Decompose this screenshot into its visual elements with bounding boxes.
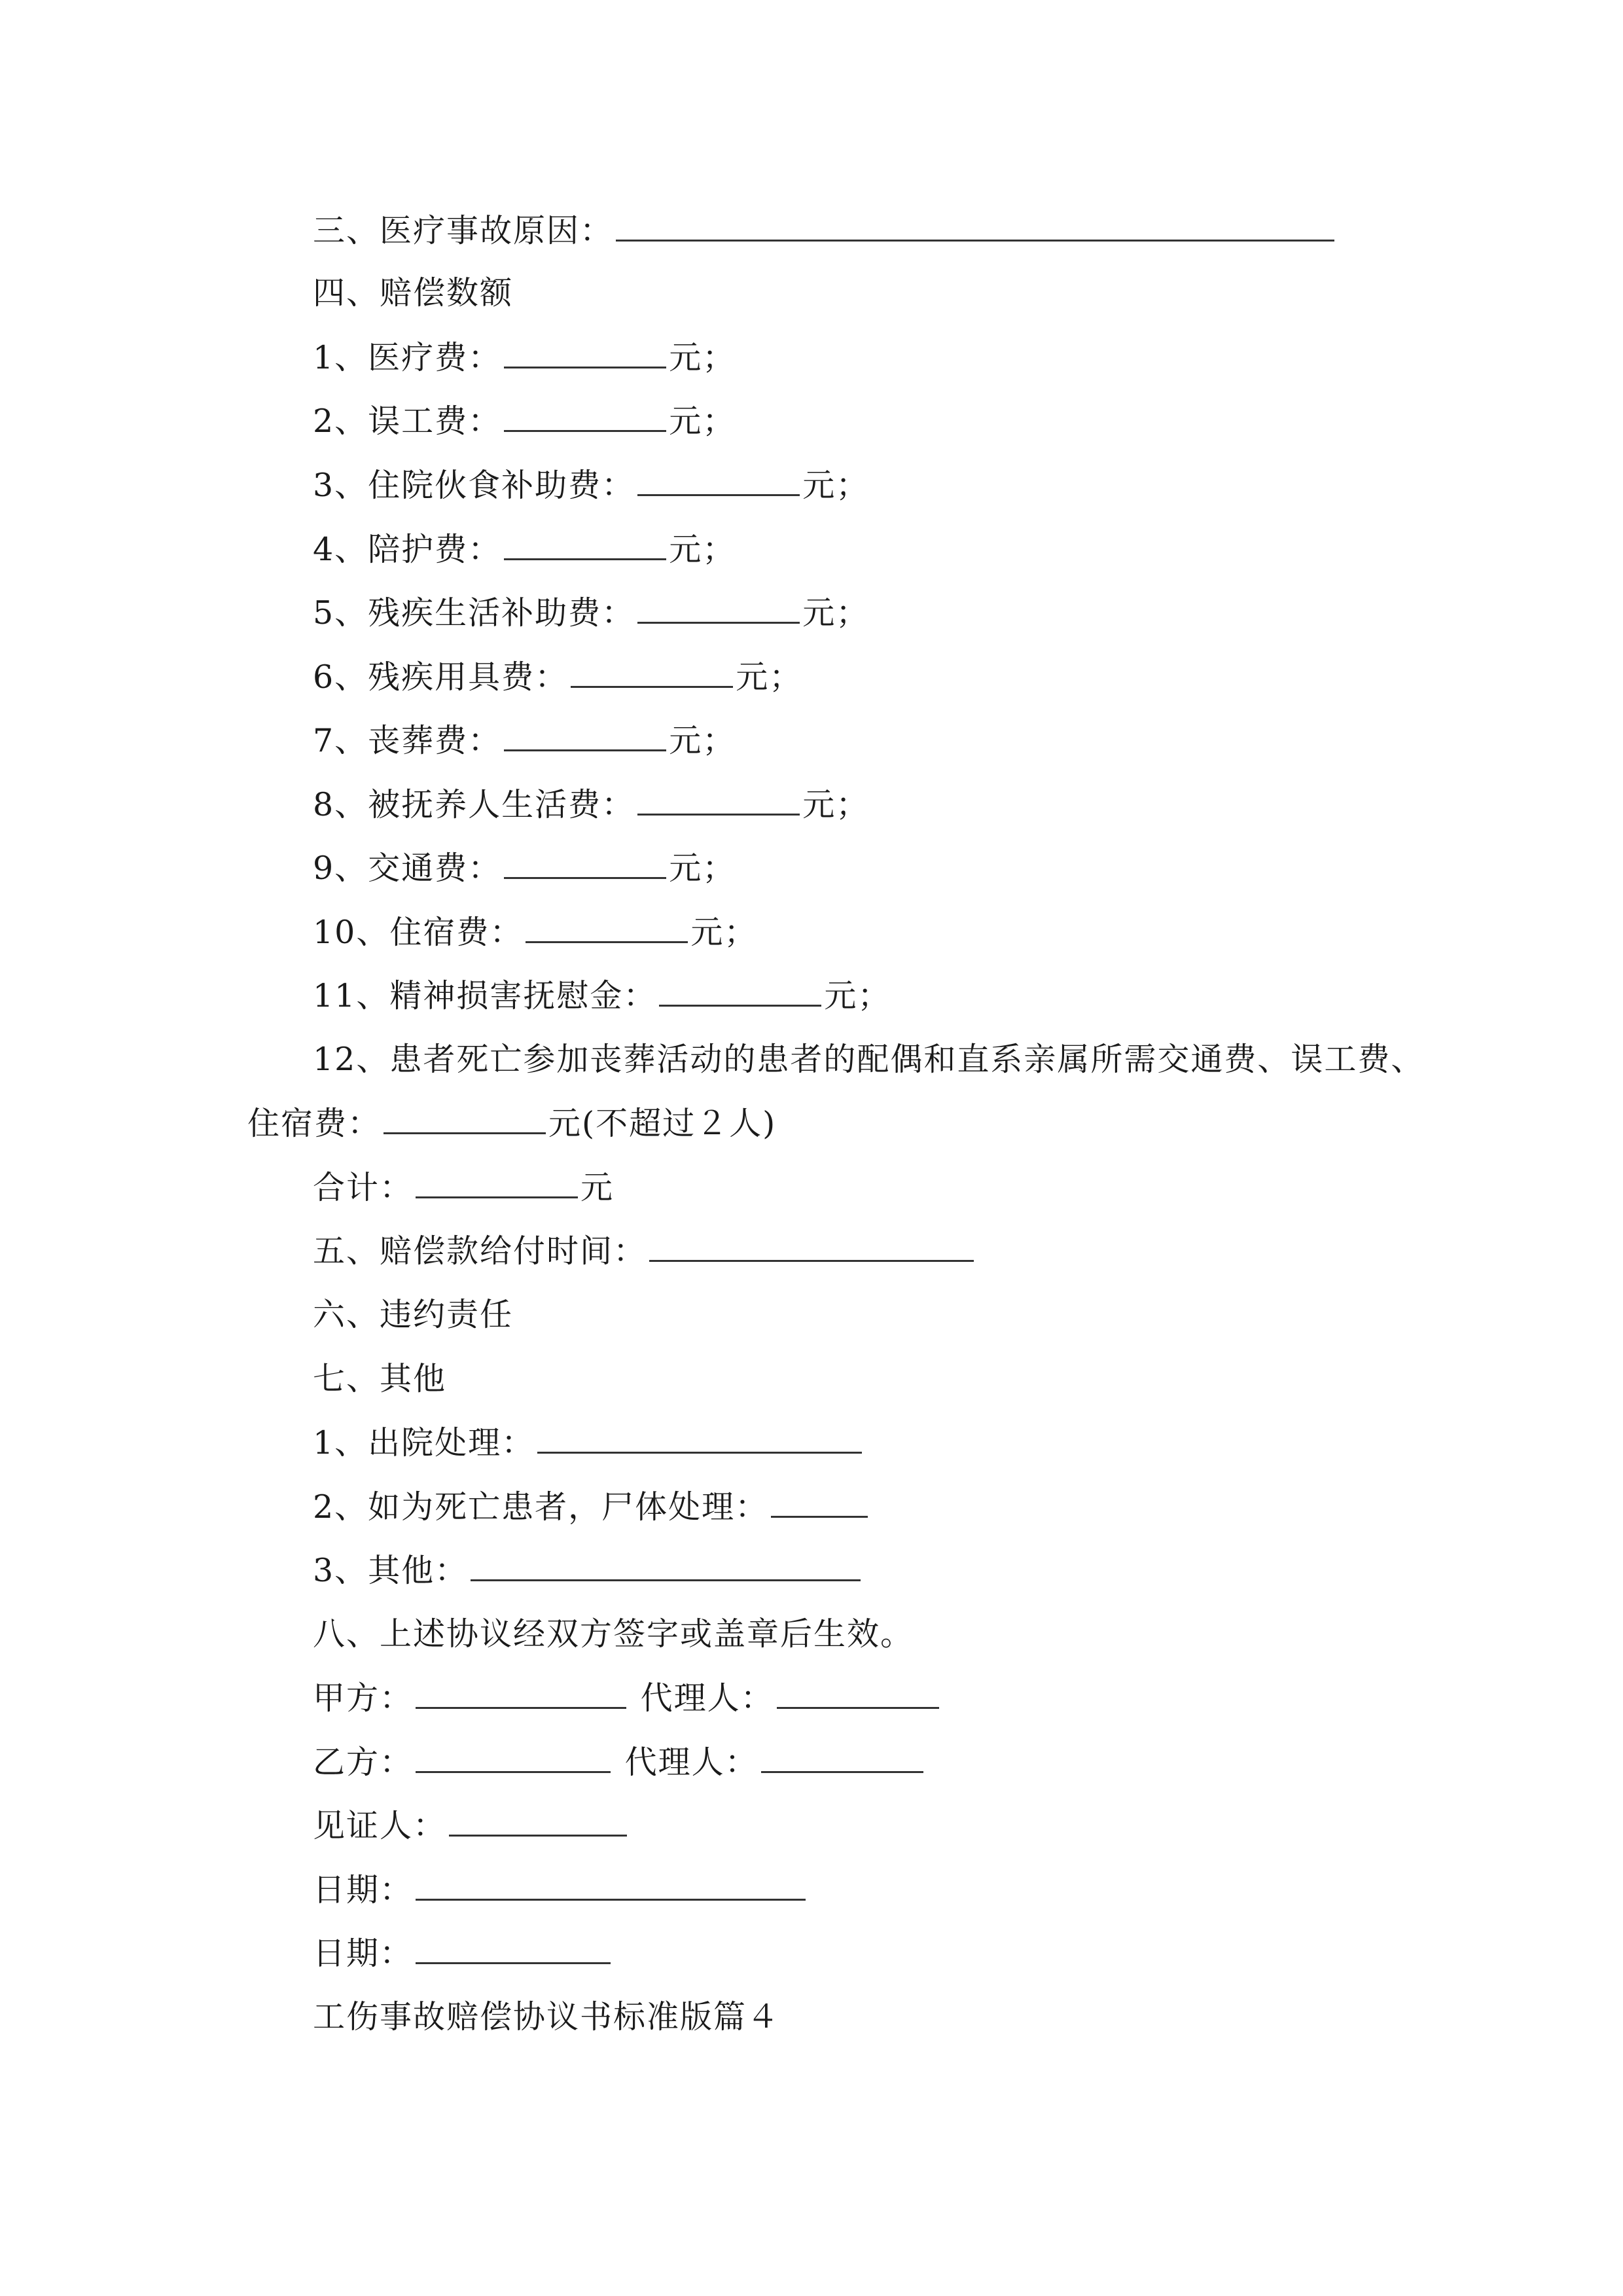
item-funeral-relatives-expenses xyxy=(313,1040,1424,1079)
fill-in-blank[interactable] xyxy=(616,211,1334,242)
line-suffix: 元(不超过２人) xyxy=(548,1105,777,1142)
line-label: 六、违约责任 xyxy=(313,1296,514,1333)
line-suffix: 元； xyxy=(802,594,870,632)
fill-in-blank[interactable] xyxy=(637,465,800,496)
item-nursing-fee xyxy=(313,529,736,569)
line-suffix: 元； xyxy=(824,977,891,1014)
party-a-signature-line xyxy=(313,1678,942,1718)
line-label: 11、精神损害抚慰金： xyxy=(313,977,657,1014)
line-suffix: 元； xyxy=(690,914,758,951)
item-discharge-handling xyxy=(313,1423,865,1463)
item-total xyxy=(313,1168,614,1208)
fill-in-blank[interactable] xyxy=(449,1806,627,1837)
line-label: 1、出院处理： xyxy=(313,1424,535,1462)
section-8-effectiveness xyxy=(313,1615,914,1654)
line-suffix: 元； xyxy=(669,339,736,376)
section-7-other xyxy=(313,1359,446,1399)
line-label: 12、患者死亡参加丧葬活动的患者的配偶和直系亲属所需交通费、误工费、 xyxy=(313,1041,1425,1078)
line-label: 10、住宿费： xyxy=(313,914,524,951)
date-line-2 xyxy=(313,1933,613,1973)
party-b-agent-label: 代理人： xyxy=(624,1744,758,1781)
line-label: 三、医疗事故原因： xyxy=(313,212,614,249)
fill-in-blank[interactable] xyxy=(383,1103,546,1134)
line-suffix: 元 xyxy=(580,1169,615,1206)
party-a-agent-label: 代理人： xyxy=(640,1679,774,1717)
section-4-compensation-heading xyxy=(313,274,513,313)
fill-in-blank[interactable] xyxy=(637,593,800,624)
line-label: 七、其他 xyxy=(313,1360,447,1397)
fill-in-blank[interactable] xyxy=(504,338,666,368)
item-funeral-fee xyxy=(313,721,736,761)
line-label: 住宿费： xyxy=(247,1105,382,1142)
line-label: 5、残疾生活补助费： xyxy=(313,594,635,632)
line-suffix: 元； xyxy=(802,786,870,823)
party-b-signature-line xyxy=(313,1742,926,1782)
line-suffix: 元； xyxy=(669,850,736,887)
party-a-agent-blank[interactable] xyxy=(777,1678,939,1709)
fill-in-blank[interactable] xyxy=(571,657,733,688)
party-b-blank[interactable] xyxy=(416,1742,611,1773)
line-label: 7、丧葬费： xyxy=(313,722,502,759)
item-disability-equipment-fee xyxy=(313,657,802,697)
party-b-label: 乙方： xyxy=(313,1744,414,1781)
line-label: 五、赔偿款给付时间： xyxy=(313,1232,647,1270)
line-label: 8、被抚养人生活费： xyxy=(313,786,635,823)
line-label: 4、陪护费： xyxy=(313,531,502,568)
party-b-agent-blank[interactable] xyxy=(761,1742,923,1773)
section-5-payment-time xyxy=(313,1231,976,1271)
fill-in-blank[interactable] xyxy=(504,401,666,432)
line-suffix: 元； xyxy=(736,658,803,696)
fill-in-blank[interactable] xyxy=(504,848,666,879)
line-label: 合计： xyxy=(313,1169,414,1206)
line-label: 2、误工费： xyxy=(313,403,502,440)
line-label: 3、住院伙食补助费： xyxy=(313,467,635,504)
fill-in-blank[interactable] xyxy=(504,721,666,751)
line-label: 见证人： xyxy=(313,1807,447,1844)
fill-in-blank[interactable] xyxy=(537,1423,862,1454)
date-line-1 xyxy=(313,1870,808,1910)
line-label: 日期： xyxy=(313,1871,414,1909)
fill-in-blank[interactable] xyxy=(504,529,666,560)
item-dependent-living-fee xyxy=(313,785,869,825)
fill-in-blank[interactable] xyxy=(471,1551,861,1581)
line-label: 工伤事故赔偿协议书标准版篇４ xyxy=(313,1998,781,2036)
line-label: 3、其他： xyxy=(313,1552,469,1589)
fill-in-blank[interactable] xyxy=(771,1487,868,1518)
item-remains-handling xyxy=(313,1487,870,1527)
item-mental-damage-solatium xyxy=(313,976,891,1016)
fill-in-blank[interactable] xyxy=(416,1933,611,1964)
fill-in-blank[interactable] xyxy=(649,1231,974,1262)
item-funeral-relatives-expenses-cont xyxy=(247,1103,776,1143)
item-medical-fee xyxy=(313,338,736,378)
section-3-accident-cause xyxy=(313,211,1337,251)
item-transport-fee xyxy=(313,848,736,888)
line-suffix: 元； xyxy=(669,531,736,568)
fill-in-blank[interactable] xyxy=(659,976,821,1007)
fill-in-blank[interactable] xyxy=(637,785,800,816)
party-a-blank[interactable] xyxy=(416,1678,626,1709)
item-disability-living-subsidy xyxy=(313,593,869,633)
line-label: 6、残疾用具费： xyxy=(313,658,569,696)
item-other xyxy=(313,1551,863,1590)
line-label: 2、如为死亡患者，尸体处理： xyxy=(313,1488,769,1526)
fill-in-blank[interactable] xyxy=(416,1870,806,1901)
item-lost-wages xyxy=(313,401,736,441)
item-accommodation-fee xyxy=(313,912,757,952)
line-suffix: 元； xyxy=(669,403,736,440)
section-6-breach-liability xyxy=(313,1295,513,1335)
line-label: 四、赔偿数额 xyxy=(313,274,514,312)
line-label: 1、医疗费： xyxy=(313,339,502,376)
fill-in-blank[interactable] xyxy=(526,912,688,943)
line-suffix: 元； xyxy=(669,722,736,759)
line-label: 八、上述协议经双方签字或盖章后生效。 xyxy=(313,1615,914,1653)
party-a-label: 甲方： xyxy=(313,1679,414,1717)
witness-line xyxy=(313,1806,630,1846)
line-label: 9、交通费： xyxy=(313,850,502,887)
line-suffix: 元； xyxy=(802,467,870,504)
fill-in-blank[interactable] xyxy=(416,1168,578,1198)
line-label: 日期： xyxy=(313,1935,414,1972)
next-article-title xyxy=(313,1998,780,2037)
item-hospital-meal-subsidy xyxy=(313,465,869,505)
